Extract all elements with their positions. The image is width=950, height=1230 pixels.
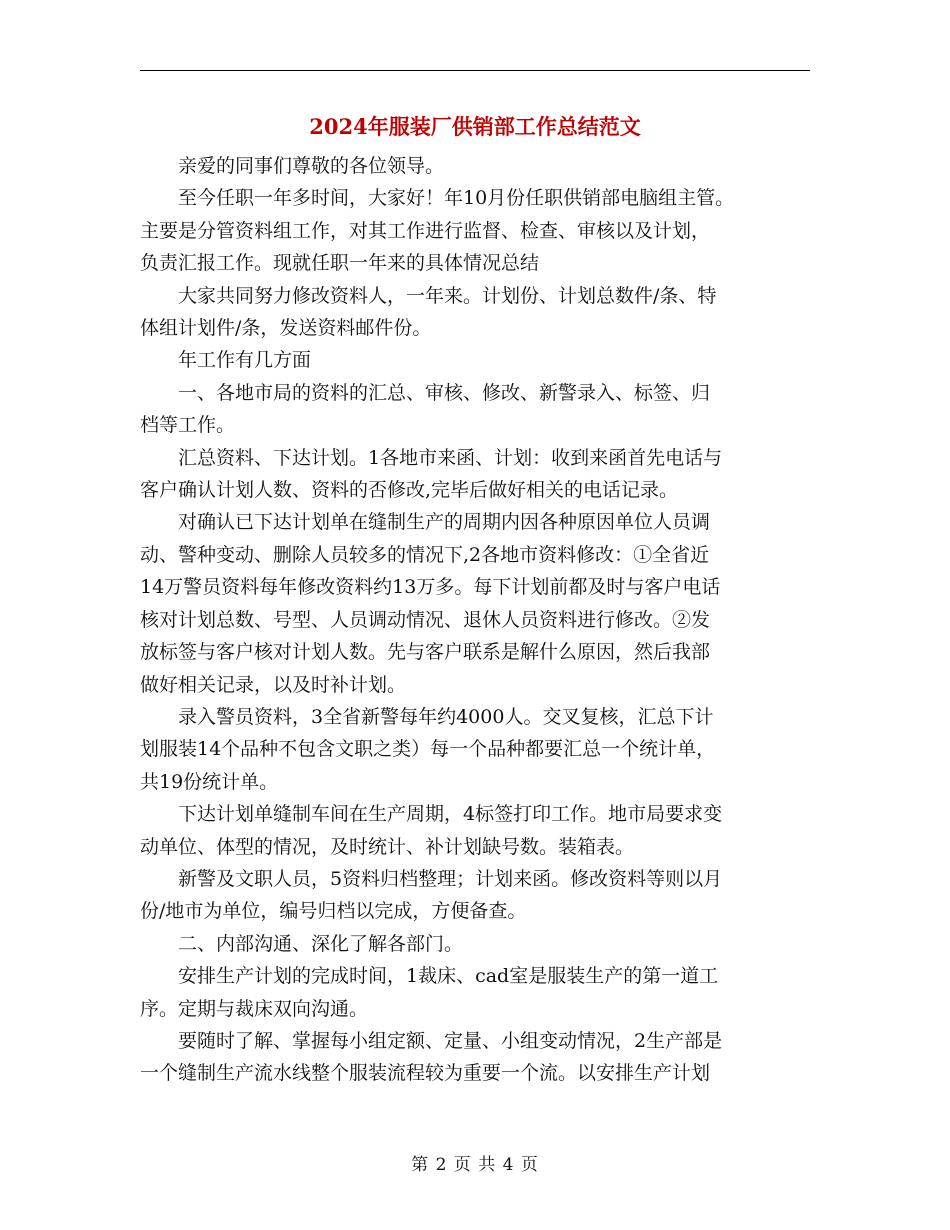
body-line: 动单位、体型的情况，及时统计、补计划缺号数。装箱表。 xyxy=(140,835,635,858)
body-line: 序。定期与裁床双向沟通。 xyxy=(140,997,369,1020)
body-line: 体组计划件/条，发送资料邮件份。 xyxy=(140,317,432,340)
body-line: 下达计划单缝制车间在生产周期，4标签打印工作。地市局要求变 xyxy=(140,803,723,826)
page-footer: 第 2 页 共 4 页 xyxy=(411,1155,539,1175)
body-line: 14万警员资料每年修改资料约13万多。每下计划前都及时与客户电话 xyxy=(140,576,721,599)
body-line: 至今任职一年多时间，大家好！年10月份任职供销部电脑组主管。 xyxy=(140,187,735,210)
body-line: 亲爱的同事们尊敬的各位领导。 xyxy=(140,155,445,177)
body-line: 大家共同努力修改资料人，一年来。计划份、计划总数件/条、特 xyxy=(140,284,717,307)
header-rule xyxy=(140,70,810,71)
body-line: 一个缝制生产流水线整个服装流程较为重要一个流。以安排生产计划 xyxy=(140,1062,711,1085)
body-line: 动、警种变动、删除人员较多的情况下,2各地市资料修改：①全省近 xyxy=(140,543,710,566)
body-line: 汇总资料、下达计划。1各地市来函、计划：收到来函首先电话与 xyxy=(140,446,723,469)
body-line: 对确认已下达计划单在缝制生产的周期内因各种原因单位人员调 xyxy=(140,511,711,534)
body-line: 二、内部沟通、深化了解各部门。 xyxy=(140,932,464,955)
body-line: 共19份统计单。 xyxy=(140,770,279,793)
document-title: 2024年服装厂供销部工作总结范文 xyxy=(309,114,641,139)
body-line: 核对计划总数、号型、人员调动情况、退休人员资料进行修改。②发 xyxy=(140,608,711,631)
body-line: 做好相关记录，以及时补计划。 xyxy=(140,673,407,696)
body-line: 放标签与客户核对计划人数。先与客户联系是解什么原因，然后我部 xyxy=(140,641,711,664)
body-line: 负责汇报工作。现就任职一年来的具体情况总结 xyxy=(140,252,540,275)
body-line: 要随时了解、掌握每小组定额、定量、小组变动情况，2生产部是 xyxy=(140,1029,723,1052)
body-line: 一、各地市局的资料的汇总、审核、修改、新警录入、标签、归 xyxy=(140,381,711,404)
body-line: 主要是分管资料组工作，对其工作进行监督、检查、审核以及计划， xyxy=(140,219,711,242)
document-body xyxy=(140,150,810,1090)
body-line: 客户确认计划人数、资料的否修改,完毕后做好相关的电话记录。 xyxy=(140,479,679,502)
body-line: 录入警员资料，3全省新警每年约4000人。交叉复核，汇总下计 xyxy=(140,705,714,728)
body-line: 安排生产计划的完成时间，1裁床、cad室是服装生产的第一道工 xyxy=(140,965,719,988)
body-line: 档等工作。 xyxy=(140,414,236,437)
body-line: 份/地市为单位，编号归档以完成，方便备查。 xyxy=(140,900,527,923)
body-line: 新警及文职人员，5资料归档整理；计划来函。修改资料等则以月 xyxy=(140,867,723,890)
body-line: 年工作有几方面 xyxy=(140,349,312,372)
body-line: 划服装14个品种不包含文职之类）每一个品种都要汇总一个统计单， xyxy=(140,738,716,761)
